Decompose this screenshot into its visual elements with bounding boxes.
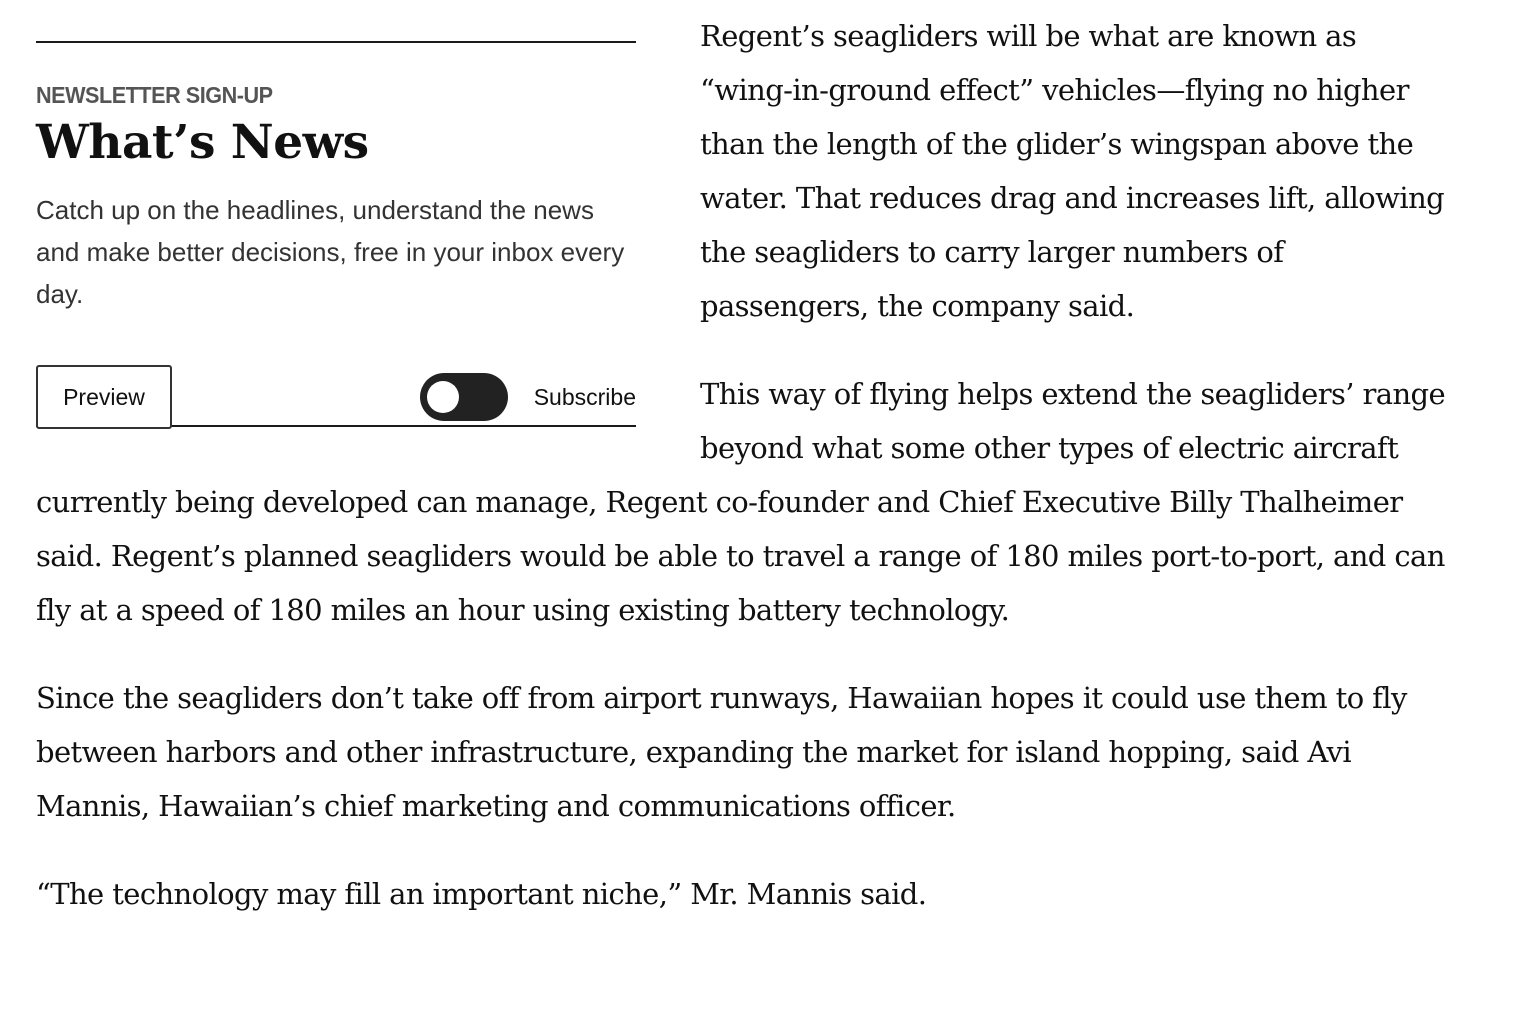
newsletter-signup-module [36, 41, 636, 427]
article-paragraph: This way of flying helps extend the seagliders’ range beyond what some other types of electric aircraft currently being developed can manage, Regent co-founder and Chief Executive Billy Thalheimer said. Regent’s planned seagliders would be able to travel a range of 180 miles port-to-port, and can fly at a speed of 180 miles an hour using existing battery technology. [36, 377, 1446, 627]
article-body [36, 0, 1446, 955]
article-paragraph: “The technology may fill an important niche,” Mr. Mannis said. [36, 877, 927, 911]
newsletter-description: Catch up on the headlines, understand the news and make better decisions, free in your inbox every day. [36, 195, 625, 309]
subscribe-control [420, 373, 636, 421]
newsletter-kicker: NEWSLETTER SIGN-UP [36, 82, 273, 108]
article-paragraph: Regent’s seagliders will be what are known as “wing-in-ground effect” vehicles—flying no higher than the length of the glider’s wingspan above the water. That reduces drag and increases lift, allowing the seagliders to carry larger numbers of passengers, the company said. [700, 19, 1445, 323]
article-paragraph: Since the seagliders don’t take off from airport runways, Hawaiian hopes it could use them to fly between harbors and other infrastructure, expanding the market for island hopping, said Avi Mannis, Hawaiian’s chief marketing and communications officer. [36, 681, 1407, 823]
toggle-knob [427, 381, 459, 413]
newsletter-title: What’s News [36, 115, 369, 170]
subscribe-label: Subscribe [533, 383, 636, 410]
subscribe-toggle[interactable] [420, 373, 508, 421]
newsletter-actions [36, 365, 636, 429]
preview-button[interactable]: Preview [36, 365, 172, 429]
